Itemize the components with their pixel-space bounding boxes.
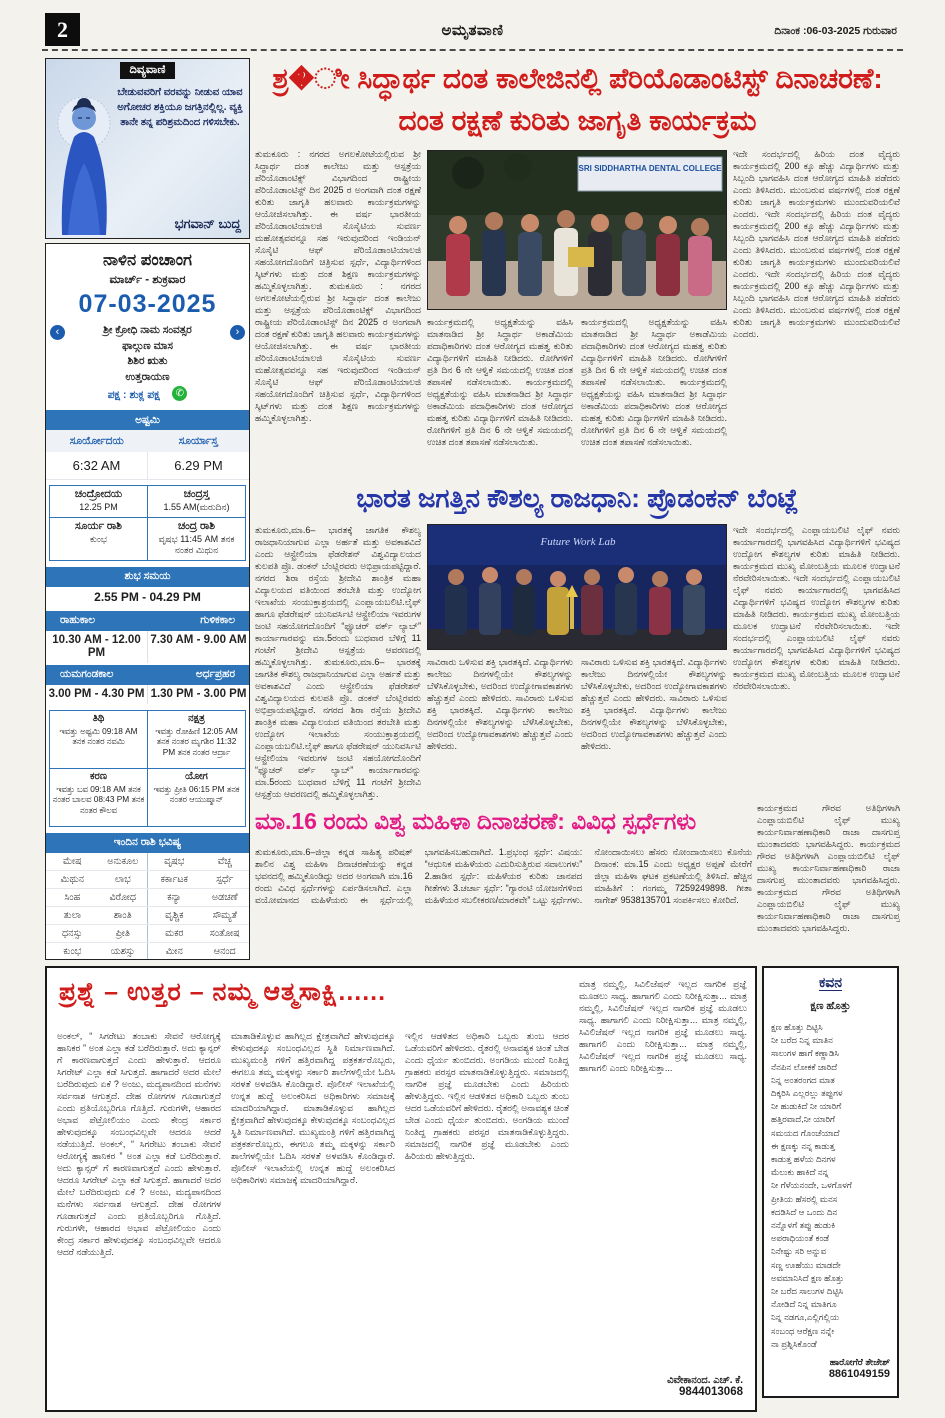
sunset-label: ಸೂರ್ಯಾಸ್ತ [178,435,218,447]
shubha-banner: ಶುಭ ಸಮಯ [46,567,249,587]
poem-line: ಕಾಡುತ್ತ ಹಳೆಯ ದಿನಗಳ [771,1154,836,1165]
poem-line: ನೀ ಹುಡುಕಿದೆ ನೀ ಯಾರಿಗೆ [771,1101,842,1112]
nakshatra-value: ಇವತ್ತು ರೋಹಿಣಿ 12:05 AM ತನಕ ನಂತರ ಮೃಗಶಿರ 11:32 PM ತನಕ ನಂತರ ಆರ್ದ್ರಾ [155,725,238,757]
rashi-sign: ಮೇಷ [62,855,82,867]
rashi-sign: ಕನ್ಯಾ [167,891,182,903]
gulika-label: ಗುಳಿಕಕಾಲ [200,614,235,626]
poem-line: ಅವಮಾನಿಸಿದೆ ಕ್ಷಣ ಹೊತ್ತು [771,1272,844,1283]
photo1-banner-text: SRI SIDDHARTHA DENTAL COLLEGE [578,164,722,173]
rashi-sign: ಮೀನ [165,945,183,957]
poem-author-phone: 8861049159 [828,1368,890,1381]
poem-line: ಮೆಲುಕು ಹಾಕಿದೆ ನನ್ನ [771,1167,829,1178]
moonrise-label: ಚಂದ್ರೋದಯ [74,488,123,500]
poem-lines [771,1021,890,1351]
article3-headline: ಮಾ.16 ರಂದು ವಿಶ್ವ ಮಹಿಳಾ ದಿನಾಚರಣೆ: ವಿವಿಧ ಸ್ಪರ್ಧೆಗಳು [255,808,697,834]
date-line: ದಿನಾಂಕ :06-03-2025 ಗುರುವಾರ [774,25,897,37]
rashi-sign: ಮಕರ [165,927,184,939]
poem-line: ಪ್ರೀತಿಯ ಹೆಸರಲ್ಲಿ ಮನಸ [771,1193,838,1204]
qa-article-box [45,966,757,1412]
article1-column-4: ಇದೇ ಸಂದರ್ಭದಲ್ಲಿ ಹಿರಿಯ ದಂತ ವೈದ್ಯರು ಕಾರ್ಯಕ್ರಮದಲ್ಲಿ 200 ಕ್ಕೂ ಹೆಚ್ಚು ವಿದ್ಯಾರ್ಥಿಗಳು ಮತ್ತು ಸಿಬ್ಬಂದಿ ಭಾಗವಹಿಸಿ ದಂತ ಆರೋಗ್ಯದ ಮಾಹಿತಿ ಪಡೆದರು ಎಂದು ತಿಳಿಸಿದರು. ಮುಂಬರುವ ವರ್ಷಗಳಲ್ಲಿ ದಂತ ರಕ್ಷಣೆ ಕುರಿತು ಜಾಗೃತಿ ಕಾರ್ಯಕ್ರಮಗಳು ಮುಂದುವರಿಯಲಿವೆ ಎಂದರು. ಇದೇ ಸಂದರ್ಭದಲ್ಲಿ ಹಿರಿಯ ದಂತ ವೈದ್ಯರು ಕಾರ್ಯಕ್ರಮದಲ್ಲಿ 200 ಕ್ಕೂ ಹೆಚ್ಚು ವಿದ್ಯಾರ್ಥಿಗಳು ಮತ್ತು ಸಿಬ್ಬಂದಿ ಭಾಗವಹಿಸಿ ದಂತ ಆರೋಗ್ಯದ ಮಾಹಿತಿ ಪಡೆದರು ಎಂದು ತಿಳಿಸಿದರು. ಮುಂಬರುವ ವರ್ಷಗಳಲ್ಲಿ ದಂತ ರಕ್ಷಣೆ ಕುರಿತು ಜಾಗೃತಿ ಕಾರ್ಯಕ್ರಮಗಳು ಮುಂದುವರಿಯಲಿವೆ ಎಂದರು. ಇದೇ ಸಂದರ್ಭದಲ್ಲಿ ಹಿರಿಯ ದಂತ ವೈದ್ಯರು ಕಾರ್ಯಕ್ರಮದಲ್ಲಿ 200 ಕ್ಕೂ ಹೆಚ್ಚು ವಿದ್ಯಾರ್ಥಿಗಳು ಮತ್ತು ಸಿಬ್ಬಂದಿ ಭಾಗವಹಿಸಿ ದಂತ ಆರೋಗ್ಯದ ಮಾಹಿತಿ ಪಡೆದರು ಎಂದು ತಿಳಿಸಿದರು. ಮುಂಬರುವ ವರ್ಷಗಳಲ್ಲಿ ದಂತ ರಕ್ಷಣೆ ಕುರಿತು ಜಾಗೃತಿ ಕಾರ್ಯಕ್ರಮಗಳು ಮುಂದುವರಿಯಲಿವೆ ಎಂದರು. [733,149,900,339]
buddha-image [48,85,118,235]
article1-photo [427,150,727,310]
panchanga-card [45,243,250,960]
rahu-label: ರಾಹುಕಾಲ [60,614,96,626]
moonset-value: 1.55 AM(ಮರುದಿನ) [163,502,230,512]
karana-value: ಇವತ್ತು ಬವ 09:18 AM ತನಕ ನಂತರ ಬಾಲವ 08:43 PM ತನಕ ನಂತರ ಕೌಲವ [52,783,145,815]
panchanga-calendar-lines [65,323,230,404]
yoga-value: ಇವತ್ತು ಪ್ರೀತಿ 06:15 PM ತನಕ ನಂತರ ಆಯುಷ್ಮಾನ್ [153,783,240,804]
rashi-result: ಸಂತೋಷ [209,927,240,939]
rashi-sign: ಕುಂಭ [63,945,82,957]
surya-rashi-label: ಸೂರ್ಯ ರಾಶಿ [75,519,122,532]
article2-headline: ಭಾರತ ಜಗತ್ತಿನ ಕೌಶಲ್ಯ ರಾಜಧಾನಿ: ಪ್ರೊಡಂಕನ್ ಬೆಂಟ್ಲೆ [356,483,799,513]
poem-line: ಹತ್ತಿರವಾದೆ,ನೀ ಯಾರಿಗೆ [771,1114,836,1125]
rashi-result: ಶಾಂತಿ [113,909,132,921]
rashi-result: ಯಶಸ್ಸು [110,945,135,957]
karana-label: ಕರಣ [90,770,107,782]
poem-line: ನಿನೇಷ್ಟು ಸರಿ ಅನ್ನುವ [771,1246,827,1257]
rashi-sign: ವೃಶ್ಚಿಕ [165,909,184,921]
prev-day-arrow[interactable]: ‹ [50,325,65,340]
rashi-result: ವೆಚ್ಚ [217,855,232,867]
rashi-sign: ವೃಷಭ [164,855,185,867]
panchanga-weekday: ಮಾರ್ಚ್ - ಶುಕ್ರವಾರ [109,274,186,286]
paksha: ಪಕ್ಷ : ಶುಕ್ಲ ಪಕ್ಷ [107,389,160,401]
surya-rashi-value: ಕುಂಭ [89,533,108,544]
poem-line: ನಿನ್ನ ನಡಗೂ,ಎಲ್ಲಿಗಲ್ಲಿಯ [771,1312,840,1323]
ardha-value: 1.30 PM - 3.00 PM [150,687,247,700]
moonrise-value: 12.25 PM [79,502,118,512]
rashi-forecast-table [46,853,249,961]
rashi-result: ಅಡಚಣೆ [211,891,238,903]
rashi-forecast-banner: ಇಂದಿನ ರಾಶಿ ಭವಿಷ್ಯ [46,833,249,853]
poem-line: ಅಪರಾಧಿಯಂತೆ ಕಂಡೆ [771,1233,830,1244]
poem-box [762,966,899,1398]
poem-line: ಸಮಯದ ಗೊಂಚೆಯಾದೆ [771,1127,840,1138]
tithi-details-table [49,710,246,827]
sunrise-label: ಸೂರ್ಯೋದಯ [69,435,124,447]
article1-column-1: ತುಮಕೂರು : ನಗರದ ಅಗಲಕೋಟೆಯಲ್ಲಿರುವ ಶ್ರೀ ಸಿದ್ಧಾರ್ಥ ದಂತ ಕಾಲೇಜು ಮತ್ತು ಆಸ್ಪತ್ರೆಯ ಪೆರಿಯೊಡಾಂಟಿಕ್ಸ್ ವಿಭಾಗದಿಂದ ರಾಷ್ಟ್ರೀಯ ಪೆರಿಯೊಡಾಂಟಿಸ್ಟ್ ದಿನ 2025 ರ ಅಂಗವಾಗಿ ದಂತ ರಕ್ಷಣೆ ಕುರಿತು ಜಾಗೃತಿ ಹಲವಾರು ಕಾರ್ಯಕ್ರಮಗಳನ್ನು ಆಯೋಜಿಸಲಾಗಿತ್ತು. ಈ ವರ್ಷ ಭಾರತೀಯ ಪೆರಿಯೊಡಾಂಟಿಯಾಲಜಿ ಸೊಸೈಟಿಯ ಸುವರ್ಣ ಮಹೋತ್ಸವವನ್ನೂ ಸಹ ಇರುವುದರಿಂದ ಇಂಡಿಯನ್ ಸೊಸೈಟಿ ಆಫ್ ಪೆರಿಯೊಡಾಂಟಿಯಾಲಜಿ ಸಹಯೋಗದೊಂದಿಗೆ ಚಿತ್ರಿಸುವ ಸ್ಪರ್ಧೆ, ವಿದ್ಯಾರ್ಥಿಗಳಿಂದ ಸ್ಕಿಟ್‌ಗಳು ಮತ್ತು ದಂತ ಶಿಕ್ಷಣ ಕಾರ್ಯಕ್ರಮಗಳನ್ನು ಹಮ್ಮಿಕೊಳ್ಳಲಾಗಿತ್ತು. ತುಮಕೂರು : ನಗರದ ಅಗಲಕೋಟೆಯಲ್ಲಿರುವ ಶ್ರೀ ಸಿದ್ಧಾರ್ಥ ದಂತ ಕಾಲೇಜು ಮತ್ತು ಆಸ್ಪತ್ರೆಯ ಪೆರಿಯೊಡಾಂಟಿಕ್ಸ್ ವಿಭಾಗದಿಂದ ರಾಷ್ಟ್ರೀಯ ಪೆರಿಯೊಡಾಂಟಿಸ್ಟ್ ದಿನ 2025 ರ ಅಂಗವಾಗಿ ದಂತ ರಕ್ಷಣೆ ಕುರಿತು ಜಾಗೃತಿ ಹಲವಾರು ಕಾರ್ಯಕ್ರಮಗಳನ್ನು ಆಯೋಜಿಸಲಾಗಿತ್ತು. ಈ ವರ್ಷ ಭಾರತೀಯ ಪೆರಿಯೊಡಾಂಟಿಯಾಲಜಿ ಸೊಸೈಟಿಯ ಸುವರ್ಣ ಮಹೋತ್ಸವವನ್ನೂ ಸಹ ಇರುವುದರಿಂದ ಇಂಡಿಯನ್ ಸೊಸೈಟಿ ಆಫ್ ಪೆರಿಯೊಡಾಂಟಿಯಾಲಜಿ ಸಹಯೋಗದೊಂದಿಗೆ ಚಿತ್ರಿಸುವ ಸ್ಪರ್ಧೆ, ವಿದ್ಯಾರ್ಥಿಗಳಿಂದ ಸ್ಕಿಟ್‌ಗಳು ಮತ್ತು ದಂತ ಶಿಕ್ಷಣ ಕಾರ್ಯಕ್ರಮಗಳನ್ನು ಹಮ್ಮಿಕೊಳ್ಳಲಾಗಿತ್ತು. [255,149,421,423]
article-skill-capital [255,478,900,800]
nakshatra-label: ನಕ್ಷತ್ರ [188,712,205,724]
qa-column-4: ಮಾತ್ರ ನಮ್ಮಲ್ಲಿ, ಸಿವಿಲಿಜೆಷನ್ ಇಲ್ಲದ ನಾಗರಿಕ ಪ್ರಜ್ಞೆ ಮೂಡಲು ಸಾಧ್ಯ. ಹಾಗಾಗಲಿ ಎಂದು ನಿರೀಕ್ಷಿಸುತ್ತಾ... ಮಾತ್ರ ನಮ್ಮಲ್ಲಿ, ಸಿವಿಲಿಜೆಷನ್ ಇಲ್ಲದ ನಾಗರಿಕ ಪ್ರಜ್ಞೆ ಮೂಡಲು ಸಾಧ್ಯ. ಹಾಗಾಗಲಿ ಎಂದು ನಿರೀಕ್ಷಿಸುತ್ತಾ... ಮಾತ್ರ ನಮ್ಮಲ್ಲಿ, ಸಿವಿಲಿಜೆಷನ್ ಇಲ್ಲದ ನಾಗರಿಕ ಪ್ರಜ್ಞೆ ಮೂಡಲು ಸಾಧ್ಯ. ಹಾಗಾಗಲಿ ಎಂದು ನಿರೀಕ್ಷಿಸುತ್ತಾ... ಮಾತ್ರ ನಮ್ಮಲ್ಲಿ, ಸಿವಿಲಿಜೆಷನ್ ಇಲ್ಲದ ನಾಗರಿಕ ಪ್ರಜ್ಞೆ ಮೂಡಲು ಸಾಧ್ಯ. ಹಾಗಾಗಲಿ ಎಂದು ನಿರೀಕ್ಷಿಸುತ್ತಾ... [579,979,747,1073]
rashi-result: ಪ್ರೀತಿ [115,927,130,939]
rashi-sign: ಮಿಥುನ [60,873,85,885]
rashi-sign: ಕರ್ಕಾಟಕ [160,873,188,885]
rashi-result: ವಿರೋಧ [109,891,136,903]
poem-line: ನೀ ಗೆಳೆಯನಂದೇ, ಒಳಗೊಳಗೆ [771,1180,852,1191]
chandra-rashi-label: ಚಂದ್ರ ರಾಶಿ [177,519,215,532]
poem-line: ನನ್ನೊಳಗೆ ತಪ್ಪು ಹುಡುಕಿ [771,1220,836,1231]
article2-photo [427,524,727,650]
poem-line: ಸಂಬಂಧ ಆರೆಕ್ಷಣ ನನ್ನೇ [771,1325,835,1336]
qa-column-3: ಇಲ್ಲಿನ ಆಡಳಿತದ ಅಧಿಕಾರಿ ಒಬ್ಬರು ತುಂಬ ಆದರ ಒಡೆಯವರಿಗೆ ಹೇಳಿದರು. ರೈತರಲ್ಲಿ ಅನಾವಶ್ಯಕ ಚಿಂತೆ ಬೇಡ ಎಂದು ಧೈರ್ಯ ತುಂಬಿದರು. ಅಂಗಡಿಯ ಮುಂದೆ ನಿಂತಿದ್ದ ಗ್ರಾಹಕರು ಪರಸ್ಪರ ಮಾತನಾಡಿಕೊಳ್ಳುತ್ತಿದ್ದರು. ಸಮಾಜದಲ್ಲಿ ನಾಗರಿಕ ಪ್ರಜ್ಞೆ ಮೂಡಬೇಕು ಎಂದು ಹಿರಿಯರು ಹೇಳುತ್ತಿದ್ದರು. ಇಲ್ಲಿನ ಆಡಳಿತದ ಅಧಿಕಾರಿ ಒಬ್ಬರು ತುಂಬ ಆದರ ಒಡೆಯವರಿಗೆ ಹೇಳಿದರು. ರೈತರಲ್ಲಿ ಅನಾವಶ್ಯಕ ಚಿಂತೆ ಬೇಡ ಎಂದು ಧೈರ್ಯ ತುಂಬಿದರು. ಅಂಗಡಿಯ ಮುಂದೆ ನಿಂತಿದ್ದ ಗ್ರಾಹಕರು ಪರಸ್ಪರ ಮಾತನಾಡಿಕೊಳ್ಳುತ್ತಿದ್ದರು. ಸಮಾಜದಲ್ಲಿ ನಾಗರಿಕ ಪ್ರಜ್ಞೆ ಮೂಡಬೇಕು ಎಂದು ಹಿರಿಯರು ಹೇಳುತ್ತಿದ್ದರು. [405,1031,569,1161]
poem-line: ಈ ಕ್ಷಣಕ್ಕು ನನ್ನ ಕಾಡುತ್ತ [771,1140,835,1151]
page-number: 2 [45,13,80,46]
poem-section-title: ಕವನ [818,974,843,990]
rashi-sign: ಧನಸ್ಸು [62,927,83,939]
poem-line: ಸಣ್ಣ ಊಹೆಯು ಮಾಡದೇ [771,1259,841,1270]
qa-phone: 9844013068 [679,1386,743,1398]
article2-column-4: ಇದೇ ಸಂದರ್ಭದಲ್ಲಿ ಎಂಪ್ಲಾಯಬಲಿಟಿ ಲೈಫ್ ನವರು ಕಾರ್ಯಾಗಾರದಲ್ಲಿ ಭಾಗವಹಿಸಿದ ವಿದ್ಯಾರ್ಥಿಗಳಿಗೆ ಭವಿಷ್ಯದ ಉದ್ಯೋಗ ಕೌಶಲ್ಯಗಳ ಕುರಿತು ಮಾಹಿತಿ ನೀಡಿದರು. ಕಾರ್ಯಕ್ರಮದ ಮುಖ್ಯ ಮೋಂಬತ್ತಿಯ ಮೂಲಕ ಉದ್ಘಾಟನೆ ನೆರವೇರಿಸಲಾಯಿತು. ಇದೇ ಸಂದರ್ಭದಲ್ಲಿ ಎಂಪ್ಲಾಯಬಲಿಟಿ ಲೈಫ್ ನವರು ಕಾರ್ಯಾಗಾರದಲ್ಲಿ ಭಾಗವಹಿಸಿದ ವಿದ್ಯಾರ್ಥಿಗಳಿಗೆ ಭವಿಷ್ಯದ ಉದ್ಯೋಗ ಕೌಶಲ್ಯಗಳ ಕುರಿತು ಮಾಹಿತಿ ನೀಡಿದರು. ಕಾರ್ಯಕ್ರಮದ ಮುಖ್ಯ ಮೋಂಬತ್ತಿಯ ಮೂಲಕ ಉದ್ಘಾಟನೆ ನೆರವೇರಿಸಲಾಯಿತು. ಇದೇ ಸಂದರ್ಭದಲ್ಲಿ ಎಂಪ್ಲಾಯಬಲಿಟಿ ಲೈಫ್ ನವರು ಕಾರ್ಯಾಗಾರದಲ್ಲಿ ಭಾಗವಹಿಸಿದ ವಿದ್ಯಾರ್ಥಿಗಳಿಗೆ ಭವಿಷ್ಯದ ಉದ್ಯೋಗ ಕೌಶಲ್ಯಗಳ ಕುರಿತು ಮಾಹಿತಿ ನೀಡಿದರು. ಕಾರ್ಯಕ್ರಮದ ಮುಖ್ಯ ಮೋಂಬತ್ತಿಯ ಮೂಲಕ ಉದ್ಘಾಟನೆ ನೆರವೇರಿಸಲಾಯಿತು. [733,525,900,691]
poem-line: ನೀ ಬರೆದ ನಿನ್ನ ಮಾತಿನ [771,1035,833,1046]
article2-continuation-column: ಕಾರ್ಯಕ್ರಮದ ಗೌರವ ಅತಿಥಿಗಳಾಗಿ ಎಂಪ್ಲಾಯಬಿಲಿಟಿ ಲೈಫ್ ಮುಖ್ಯ ಕಾರ್ಯನಿರ್ವಾಹಣಾಧಿಕಾರಿ ರಾಜಾ ದಾಸಗುಪ್ತ ಮುಂತಾದವರು ಭಾಗವಹಿಸಿದ್ದರು. ಕಾರ್ಯಕ್ರಮದ ಗೌರವ ಅತಿಥಿಗಳಾಗಿ ಎಂಪ್ಲಾಯಬಿಲಿಟಿ ಲೈಫ್ ಮುಖ್ಯ ಕಾರ್ಯನಿರ್ವಾಹಣಾಧಿಕಾರಿ ರಾಜಾ ದಾಸಗುಪ್ತ ಮುಂತಾದವರು ಭಾಗವಹಿಸಿದ್ದರು. ಕಾರ್ಯಕ್ರಮದ ಗೌರವ ಅತಿಥಿಗಳಾಗಿ ಎಂಪ್ಲಾಯಬಿಲಿಟಿ ಲೈಫ್ ಮುಖ್ಯ ಕಾರ್ಯನಿರ್ವಾಹಣಾಧಿಕಾರಿ ರಾಜಾ ದಾಸಗುಪ್ತ ಮುಂತಾದವರು ಭಾಗವಹಿಸಿದ್ದರು. [757,803,900,933]
article-dental-college [255,58,900,474]
qa-column-2: ಮಾತಾಡಿಕೊಳ್ಳುವ ಹಾಗಿಲ್ಲದ ಕ್ಷೇತ್ರವಾಗಿದೆ ಹೇಳುವುದಕ್ಕೂ ಕೇಳುವುದಕ್ಕೂ ಸಂಬಂಧವಿಲ್ಲದ ಸ್ಥಿತಿ ನಿರ್ಮಾಣವಾಗಿದೆ. ಮುಖ್ಯಮಂತ್ರಿ ಗಳಿಗೆ ಹತ್ತಿರವಾಗಿದ್ದ ಪತ್ರಕರ್ತರೊಬ್ಬರು, ಈಗಲೂ ತಮ್ಮ ಮಕ್ಕಳನ್ನು ಸರ್ಕಾರಿ ಶಾಲೆಗಳಲ್ಲಿಯೇ ಓದಿಸಿ ಸರಳತೆ ಅಳವಡಿಸಿ ಕೊಂಡಿದ್ದಾರೆ. ಪೊಲೀಸ್ ಇಲಾಖೆಯಲ್ಲಿ ಉನ್ನತ ಹುದ್ದೆ ಅಲಂಕರಿಸಿದ ಅಧಿಕಾರಿಗಳು ಸಮಾಜಕ್ಕೆ ಮಾದರಿಯಾಗಿದ್ದಾರೆ. ಮಾತಾಡಿಕೊಳ್ಳುವ ಹಾಗಿಲ್ಲದ ಕ್ಷೇತ್ರವಾಗಿದೆ ಹೇಳುವುದಕ್ಕೂ ಕೇಳುವುದಕ್ಕೂ ಸಂಬಂಧವಿಲ್ಲದ ಸ್ಥಿತಿ ನಿರ್ಮಾಣವಾಗಿದೆ. ಮುಖ್ಯಮಂತ್ರಿ ಗಳಿಗೆ ಹತ್ತಿರವಾಗಿದ್ದ ಪತ್ರಕರ್ತರೊಬ್ಬರು, ಈಗಲೂ ತಮ್ಮ ಮಕ್ಕಳನ್ನು ಸರ್ಕಾರಿ ಶಾಲೆಗಳಲ್ಲಿಯೇ ಓದಿಸಿ ಸರಳತೆ ಅಳವಡಿಸಿ ಕೊಂಡಿದ್ದಾರೆ. ಪೊಲೀಸ್ ಇಲಾಖೆಯಲ್ಲಿ ಉನ್ನತ ಹುದ್ದೆ ಅಲಂಕರಿಸಿದ ಅಧಿಕಾರಿಗಳು ಸಮಾಜಕ್ಕೆ ಮಾದರಿಯಾಗಿದ್ದಾರೆ. [231,1031,395,1185]
shubha-value: 2.55 PM - 04.29 PM [94,589,201,604]
qa-headline: ಪ್ರಶ್ನೆ – ಉತ್ತರ – ನಮ್ಮ ಆತ್ಮಸಾಕ್ಷಿ...... [59,978,387,1006]
poem-line: ನೀ ಬರೆದ ಸಾಲುಗಳ ದಿಟ್ಟಿಸಿ [771,1286,844,1297]
sunset-value: 6.29 PM [174,458,223,473]
next-day-arrow[interactable]: › [230,325,245,340]
poem-line: ನೆನಪಿನ ಲೋಕಕೆ ಜಾರಿದೆ [771,1061,838,1072]
poem-line: ಸಾಲುಗಳ ಹಾಗೆ ಕಣ್ಣಾಡಿಸಿ [771,1048,839,1059]
article2-column-3: ಸಾವಿರಾರು ಒಳಿಸುವ ಶಕ್ತಿ ಭಾರತಕ್ಕಿದೆ. ವಿದ್ಯಾರ್ಥಿಗಳು ಕಾಲೇಜು ದಿನಗಳಲ್ಲಿಯೇ ಕೌಶಲ್ಯಗಳನ್ನು ಬೆಳೆಸಿಕೊಳ್ಳಬೇಕು, ಅದರಿಂದ ಉದ್ಯೋಗಾವಕಾಶಗಳು ಹೆಚ್ಚುತ್ತವೆ ಎಂದು ಹೇಳಿದರು. ಸಾವಿರಾರು ಒಳಿಸುವ ಶಕ್ತಿ ಭಾರತಕ್ಕಿದೆ. ವಿದ್ಯಾರ್ಥಿಗಳು ಕಾಲೇಜು ದಿನಗಳಲ್ಲಿಯೇ ಕೌಶಲ್ಯಗಳನ್ನು ಬೆಳೆಸಿಕೊಳ್ಳಬೇಕು, ಅದರಿಂದ ಉದ್ಯೋಗಾವಕಾಶಗಳು ಹೆಚ್ಚುತ್ತವೆ ಎಂದು ಹೇಳಿದರು. [581,657,727,751]
article2-column-1: ತುಮಕೂರು,ಮಾ.6– ಭಾರತಕ್ಕೆ ಜಾಗತಿಕ ಕೌಶಲ್ಯ ರಾಜಧಾನಿಯಾಗುವ ಎಲ್ಲಾ ಅರ್ಹತೆ ಮತ್ತು ಅವಕಾಶವಿದೆ ಎಂದು ಆಸ್ಟ್ರೇಲಿಯಾ ಫೆಡರೇಶನ್ ವಿಶ್ವವಿದ್ಯಾಲಯದ ಕುಲಪತಿ ಪ್ರೊ. ಡಂಕನ್ ಬೆಂಟ್ಲಿರವರು ಅಭಿಪ್ರಾಯಪಟ್ಟಿದ್ದಾರೆ. ನಗರದ ಶಿರಾ ರಸ್ತೆಯ ಶ್ರೀದೇವಿ ಶಾಂತ್ರಿಕ ಮಹಾ ವಿದ್ಯಾಲಯದ ವತಿಯಿಂದ ತರಬೇತಿ ಮತ್ತು ಉದ್ಯೋಗ ಇಲಾಖೆಯ ಸಂಯುಕ್ತಾಶ್ರಯದಲ್ಲಿ ಎಂಪ್ಲಾಯಬಲಿಟಿ.ಲೈಫ್ ಹಾಗೂ ಫೆಡರೇಷನ್ ಯುನಿವರ್ಸಿಟಿ ಆಸ್ಟ್ರೇಲಿಯಾ ಇವರುಗಳ ಜಂಟಿ ಸಹಯೋಗದೊಂದಿಗೆ “ಫ್ಯೂಚರ್ ವರ್ಕ್ ಲ್ಯಾಬ್” ಕಾರ್ಯಾಗಾರವನ್ನು ಮಾ.5ರಂದು ಬುಧವಾರ ಬೆಳಿಗ್ಗೆ 11 ಗಂಟೆಗೆ ಶ್ರೀದೇವಿ ಆಸ್ಪತ್ರೆಯ ಆವರಣದಲ್ಲಿ ಹಮ್ಮಿಕೊಳ್ಳಲಾಗಿತ್ತು. ತುಮಕೂರು,ಮಾ.6– ಭಾರತಕ್ಕೆ ಜಾಗತಿಕ ಕೌಶಲ್ಯ ರಾಜಧಾನಿಯಾಗುವ ಎಲ್ಲಾ ಅರ್ಹತೆ ಮತ್ತು ಅವಕಾಶವಿದೆ ಎಂದು ಆಸ್ಟ್ರೇಲಿಯಾ ಫೆಡರೇಶನ್ ವಿಶ್ವವಿದ್ಯಾಲಯದ ಕುಲಪತಿ ಪ್ರೊ. ಡಂಕನ್ ಬೆಂಟ್ಲಿರವರು ಅಭಿಪ್ರಾಯಪಟ್ಟಿದ್ದಾರೆ. ನಗರದ ಶಿರಾ ರಸ್ತೆಯ ಶ್ರೀದೇವಿ ಶಾಂತ್ರಿಕ ಮಹಾ ವಿದ್ಯಾಲಯದ ವತಿಯಿಂದ ತರಬೇತಿ ಮತ್ತು ಉದ್ಯೋಗ ಇಲಾಖೆಯ ಸಂಯುಕ್ತಾಶ್ರಯದಲ್ಲಿ ಎಂಪ್ಲಾಯಬಲಿಟಿ.ಲೈಫ್ ಹಾಗೂ ಫೆಡರೇಷನ್ ಯುನಿವರ್ಸಿಟಿ ಆಸ್ಟ್ರೇಲಿಯಾ ಇವರುಗಳ ಜಂಟಿ ಸಹಯೋಗದೊಂದಿಗೆ “ಫ್ಯೂಚರ್ ವರ್ಕ್ ಲ್ಯಾಬ್” ಕಾರ್ಯಾಗಾರವನ್ನು ಮಾ.5ರಂದು ಬುಧವಾರ ಬೆಳಿಗ್ಗೆ 11 ಗಂಟೆಗೆ ಶ್ರೀದೇವಿ ಆಸ್ಪತ್ರೆಯ ಆವರಣದಲ್ಲಿ ಹಮ್ಮಿಕೊಳ್ಳಲಾಗಿತ್ತು. [255,525,421,799]
qa-signature-block [667,1375,743,1398]
article1-headline: ಶ್ರ�ೀ ಸಿದ್ಧಾರ್ಥ ದಂತ ಕಾಲೇಜಿನಲ್ಲಿ ಪೆರಿಯೊಡಾಂಟಿಸ್ಟ್ ದಿನಾಚರಣೆ: ದಂತ ರಕ್ಷಣೆ ಕುರಿತು ಜಾಗೃತಿ ಕಾರ್ಯಕ್ರಮ [272,63,883,136]
ayana: ಉತ್ತರಾಯಣ [125,370,170,383]
poem-author: ಹಾರೋಗೆರೆ ತೇಜೇಶ್ [829,1357,890,1368]
qa-column-1: ಅಂಕಲ್, “ ಸಿಗರೇಟು ತಂಬಾಕು ಸೇವನೆ ಆರೋಗ್ಯಕ್ಕೆ ಹಾನಿಕರ ” ಅಂತ ಎಲ್ಲಾ ಕಡೆ ಬರೆದಿರುತ್ತಾರೆ. ಅದು ಕ್ಯಾನ್ಸರ್ ಗೆ ಕಾರಣವಾಗುತ್ತದೆ ಎಂದು ಹೇಳುತ್ತಾರೆ. ಆದರೂ ಸಿಗರೇಟ್ ಎಲ್ಲಾ ಕಡೆ ಸಿಗುತ್ತದೆ. ಹಾಗಾದರೆ ಅದರ ಮೇಲೆ ಬರೆದಿರುವುದು ಏಕೆ ? ಅಂಜು, ಮದ್ಯಪಾನದಿಂದ ಮನೆಗಳು ಸರ್ವನಾಶ ಆಗುತ್ತದೆ. ದೇಹ ರೋಗಗಳ ಗೂಡಾಗುತ್ತದೆ ಎಂದು ಪ್ರತಿಯೊಬ್ಬರಿಗೂ ಗೊತ್ತಿದೆ. ಗುರುಗಳೇ, ಆಹಾರದ ಅಭಾವ ಪೆಟ್ರೋಲಿಯಂ ಎಂದು ಕೇಂದ್ರ ಸರ್ಕಾರ ಹೇಳುವುದಕ್ಕೂ ಸಂಬಂಧವಿಲ್ಲವೇ ಆದರೂ ಆದರೆ ನಡೆಯುತ್ತಿದೆ. ಅಂಕಲ್, “ ಸಿಗರೇಟು ತಂಬಾಕು ಸೇವನೆ ಆರೋಗ್ಯಕ್ಕೆ ಹಾನಿಕರ ” ಅಂತ ಎಲ್ಲಾ ಕಡೆ ಬರೆದಿರುತ್ತಾರೆ. ಅದು ಕ್ಯಾನ್ಸರ್ ಗೆ ಕಾರಣವಾಗುತ್ತದೆ ಎಂದು ಹೇಳುತ್ತಾರೆ. ಆದರೂ ಸಿಗರೇಟ್ ಎಲ್ಲಾ ಕಡೆ ಸಿಗುತ್ತದೆ. ಹಾಗಾದರೆ ಅದರ ಮೇಲೆ ಬರೆದಿರುವುದು ಏಕೆ ? ಅಂಜು, ಮದ್ಯಪಾನದಿಂದ ಮನೆಗಳು ಸರ್ವನಾಶ ಆಗುತ್ತದೆ. ದೇಹ ರೋಗಗಳ ಗೂಡಾಗುತ್ತದೆ ಎಂದು ಪ್ರತಿಯೊಬ್ಬರಿಗೂ ಗೊತ್ತಿದೆ. ಗುರುಗಳೇ, ಆಹಾರದ ಅಭಾವ ಪೆಟ್ರೋಲಿಯಂ ಎಂದು ಕೇಂದ್ರ ಸರ್ಕಾರ ಹೇಳುವುದಕ್ಕೂ ಸಂಬಂಧವಿಲ್ಲವೇ ಆದರೂ ಆದರೆ ನಡೆಯುತ್ತಿದೆ. [57,1031,221,1257]
sunrise-value: 6:32 AM [46,452,148,479]
newspaper-masthead: ಅಮೃತವಾಣಿ [441,22,504,39]
rashi-result: ಅನುಕೂಲ [107,855,139,867]
poem-line: ನಾ ಪ್ರಶ್ನಿಸಿಕೊಂಡೆ [771,1338,817,1349]
photo2-banner-text: Future Work Lab [540,536,616,548]
divyavani-quote-box [45,58,250,239]
poem-title: ಕ್ಷಣ ಹೊತ್ತು [810,1000,851,1012]
article-womens-day [255,802,752,960]
rashi-sign: ತುಲಾ [63,909,82,921]
rashi-result: ಲಾಭ [114,873,131,885]
article2-column-2: ಸಾವಿರಾರು ಒಳಿಸುವ ಶಕ್ತಿ ಭಾರತಕ್ಕಿದೆ. ವಿದ್ಯಾರ್ಥಿಗಳು ಕಾಲೇಜು ದಿನಗಳಲ್ಲಿಯೇ ಕೌಶಲ್ಯಗಳನ್ನು ಬೆಳೆಸಿಕೊಳ್ಳಬೇಕು, ಅದರಿಂದ ಉದ್ಯೋಗಾವಕಾಶಗಳು ಹೆಚ್ಚುತ್ತವೆ ಎಂದು ಹೇಳಿದರು. ಸಾವಿರಾರು ಒಳಿಸುವ ಶಕ್ತಿ ಭಾರತಕ್ಕಿದೆ. ವಿದ್ಯಾರ್ಥಿಗಳು ಕಾಲೇಜು ದಿನಗಳಲ್ಲಿಯೇ ಕೌಶಲ್ಯಗಳನ್ನು ಬೆಳೆಸಿಕೊಳ್ಳಬೇಕು, ಅದರಿಂದ ಉದ್ಯೋಗಾವಕಾಶಗಳು ಹೆಚ್ಚುತ್ತವೆ ಎಂದು ಹೇಳಿದರು. [427,657,573,751]
divyavani-title: ದಿವ್ಯವಾಣಿ [120,62,176,79]
gulika-value: 7.30 AM - 9.00 AM [150,633,247,646]
panchanga-date: 07-03-2025 [78,290,217,318]
rutu: ಶಿಶಿರ ಋತು [127,355,168,367]
qa-author: ವಿವೇಕಾನಂದ. ಎಚ್. ಕೆ. [667,1375,743,1386]
poem-line: ದಿಕ್ಕರಿಸಿ ಎಲ್ಲರಲ್ಲು ತಪ್ಪುಗಳ [771,1088,843,1099]
poem-line: ನಿನ್ನ ಅಂತರಂಗದ ಮಾತ [771,1074,835,1085]
yama-value: 3.00 PM - 4.30 PM [46,685,148,704]
rashi-result: ಸೌಮ್ಯತೆ [212,909,237,921]
yoga-label: ಯೋಗ [185,770,208,782]
moonset-label: ಚಂದ್ರಸ್ತ [183,488,210,500]
article1-column-3: ಕಾರ್ಯಕ್ರಮದಲ್ಲಿ ಅಧ್ಯಕ್ಷತೆಯನ್ನು ವಹಿಸಿ ಮಾತನಾಡಿದ ಶ್ರೀ ಸಿದ್ಧಾರ್ಥ ಅಕಾಡೆಮಿಯ ಪದಾಧಿಕಾರಿಗಳು ದಂತ ಆರೋಗ್ಯದ ಮಹತ್ವ ಕುರಿತು ವಿದ್ಯಾರ್ಥಿಗಳಿಗೆ ಮಾಹಿತಿ ನೀಡಿದರು. ರೋಗಿಗಳಿಗೆ ಪ್ರತಿ ದಿನ 6 ನೇ ಆಳ್ವಿಕೆ ಸಮಯದಲ್ಲಿ ಉಚಿತ ದಂತ ತಪಾಸಣೆ ನಡೆಸಲಾಯಿತು. ಕಾರ್ಯಕ್ರಮದಲ್ಲಿ ಅಧ್ಯಕ್ಷತೆಯನ್ನು ವಹಿಸಿ ಮಾತನಾಡಿದ ಶ್ರೀ ಸಿದ್ಧಾರ್ಥ ಅಕಾಡೆಮಿಯ ಪದಾಧಿಕಾರಿಗಳು ದಂತ ಆರೋಗ್ಯದ ಮಹತ್ವ ಕುರಿತು ವಿದ್ಯಾರ್ಥಿಗಳಿಗೆ ಮಾಹಿತಿ ನೀಡಿದರು. ರೋಗಿಗಳಿಗೆ ಪ್ರತಿ ದಿನ 6 ನೇ ಆಳ್ವಿಕೆ ಸಮಯದಲ್ಲಿ ಉಚಿತ ದಂತ ತಪಾಸಣೆ ನಡೆಸಲಾಯಿತು. [581,317,727,447]
ardha-label: ಅರ್ಧಪ್ರಹರ [195,668,235,680]
masa: ಫಾಲ್ಗುಣ ಮಾಸ [122,339,173,352]
rashi-sign: ಸಿಂಹ [64,891,81,903]
divyavani-author: ಭಗವಾನ್ ಬುದ್ದ [174,216,241,231]
moon-table [49,485,246,561]
poem-line: ಕದಡಿಸಿದೆ ಆ ಒಂದು ದಿನ [771,1206,838,1217]
header-divider [42,49,903,51]
poem-line: ನೋಡಿದೆ ನಿನ್ನ ಮಾತಿಗೂ [771,1299,837,1310]
yama-label: ಯಮಗಂಡಕಾಲ [60,668,114,680]
chandra-rashi-value: ವೃಷಭ 11:45 AM ತನಕ ನಂತರ ಮಿಥುನ [158,533,235,555]
tithi-value: ಇವತ್ತು ಅಷ್ಟಮಿ 09:18 AM ತನಕ ನಂತರ ನವಮಿ [59,725,138,746]
article1-column-2: ಕಾರ್ಯಕ್ರಮದಲ್ಲಿ ಅಧ್ಯಕ್ಷತೆಯನ್ನು ವಹಿಸಿ ಮಾತನಾಡಿದ ಶ್ರೀ ಸಿದ್ಧಾರ್ಥ ಅಕಾಡೆಮಿಯ ಪದಾಧಿಕಾರಿಗಳು ದಂತ ಆರೋಗ್ಯದ ಮಹತ್ವ ಕುರಿತು ವಿದ್ಯಾರ್ಥಿಗಳಿಗೆ ಮಾಹಿತಿ ನೀಡಿದರು. ರೋಗಿಗಳಿಗೆ ಪ್ರತಿ ದಿನ 6 ನೇ ಆಳ್ವಿಕೆ ಸಮಯದಲ್ಲಿ ಉಚಿತ ದಂತ ತಪಾಸಣೆ ನಡೆಸಲಾಯಿತು. ಕಾರ್ಯಕ್ರಮದಲ್ಲಿ ಅಧ್ಯಕ್ಷತೆಯನ್ನು ವಹಿಸಿ ಮಾತನಾಡಿದ ಶ್ರೀ ಸಿದ್ಧಾರ್ಥ ಅಕಾಡೆಮಿಯ ಪದಾಧಿಕಾರಿಗಳು ದಂತ ಆರೋಗ್ಯದ ಮಹತ್ವ ಕುರಿತು ವಿದ್ಯಾರ್ಥಿಗಳಿಗೆ ಮಾಹಿತಿ ನೀಡಿದರು. ರೋಗಿಗಳಿಗೆ ಪ್ರತಿ ದಿನ 6 ನೇ ಆಳ್ವಿಕೆ ಸಮಯದಲ್ಲಿ ಉಚಿತ ದಂತ ತಪಾಸಣೆ ನಡೆಸಲಾಯಿತು. [427,317,573,447]
samvatsara: ಶ್ರೀ ಕ್ರೋಧಿ ನಾಮ ಸಂವತ್ಸರ [103,324,192,336]
rahu-value: 10.30 AM - 12.00 PM [46,631,148,663]
rashi-result: ಸ್ಪರ್ಧೆ [216,873,234,885]
whatsapp-icon[interactable]: ✆ [172,386,187,401]
poem-line: ಕ್ಷಣ ಹೊತ್ತು ದಿಟ್ಟಿಸಿ [771,1022,823,1032]
rashi-result: ಆನಂದ [213,945,236,957]
tithi-label: ತಿಥಿ [92,712,105,724]
tithi-banner: ಅಷ್ಟಮಿ [46,410,249,430]
panchanga-title: ನಾಳಿನ ಪಂಚಾಂಗ [103,251,192,269]
divyavani-quote: ಬೇಡುವವರಿಗೆ ವರವನ್ನು ನೀಡುವ ಯಾವ ಅಗೋಚರ ಶಕ್ತಿಯೂ ಜಗತ್ತಿನಲ್ಲಿಲ್ಲ. ವ್ಯಕ್ತಿ ತಾನೇ ತನ್ನ ಪರಿಶ್ರಮದಿಂದ ಗಳಿಸಬೇಕು. [117,87,243,128]
article3-body: ತುಮಕೂರು,ಮಾ.6–ಜಿಲ್ಲಾ ಕನ್ನಡ ಸಾಹಿತ್ಯ ಪರಿಷತ್ ಶಾಲಿನ ವಿಶ್ವ ಮಹಿಳಾ ದಿನಾಚರಣೆಯನ್ನು ಕನ್ನಡ ಭವನದಲ್ಲಿ ಹಮ್ಮಿಕೊಂಡಿದ್ದು ಅದರ ಅಂಗವಾಗಿ ಮಾ.16 ರಂದು ವಿವಿಧ ಸ್ಪರ್ಧೆಗಳನ್ನು ಏರ್ಪಡಿಸಲಾಗಿದೆ. ಎಲ್ಲಾ ವಯೋಮಾನದ ಮಹಿಳೆಯರು ಈ ಸ್ಪರ್ಧೆಯಲ್ಲಿ ಭಾಗವಹಿಸಬಹುದಾಗಿದೆ. 1.ಪ್ರಭಂಧ ಸ್ಪರ್ಧೆ: ವಿಷಯ: “ಆಧುನಿಕ ಮಹಿಳೆಯರು ಎದುರಿಸುತ್ತಿರುವ ಸವಾಲುಗಳು” 2.ಹಾಡಿನ ಸ್ಪರ್ಧೆ: ಮಹಿಳೆಯರ ಕುರಿತು ಜಾನಪದ ಗೀತೆಗಳು 3.ಚರ್ಚಾ ಸ್ಪರ್ಧೆ: “ಗ್ಯಾರಂಟಿ ಯೋಜನೆಗಳಿಂದ ಮಹಿಳೆಯರ ಸಬಲೀಕರಣ/ಮಾರಕವೇ” ಒಟ್ಟು ಸ್ಪರ್ಧೆಗಳು. ನೋಂದಾಯಿಸಲು ಹೆಸರು ನೋಂದಾಯಿಸಲು ಕೊನೆಯ ದಿನಾಂಕ: ಮಾ.15 ಎಂದು ಅಧ್ಯಕ್ಷರ ಅಪ್ಪಣೆ ಮೇರೆಗೆ ಜಿಲ್ಲಾ ಮಹಿಳಾ ಘಟಕ ಪ್ರಕಟಣೆಯಲ್ಲಿ ತಿಳಿಸಿದೆ. ಹೆಚ್ಚಿನ ಮಾಹಿತಿಗೆ : ಗಂಗಮ್ಮ 7259249898. ಗೀತಾ ನಾಗೇಶ್ 9538135701 ಸಂಪರ್ಕಿಸಲು ಕೋರಿದೆ. [255,847,752,905]
